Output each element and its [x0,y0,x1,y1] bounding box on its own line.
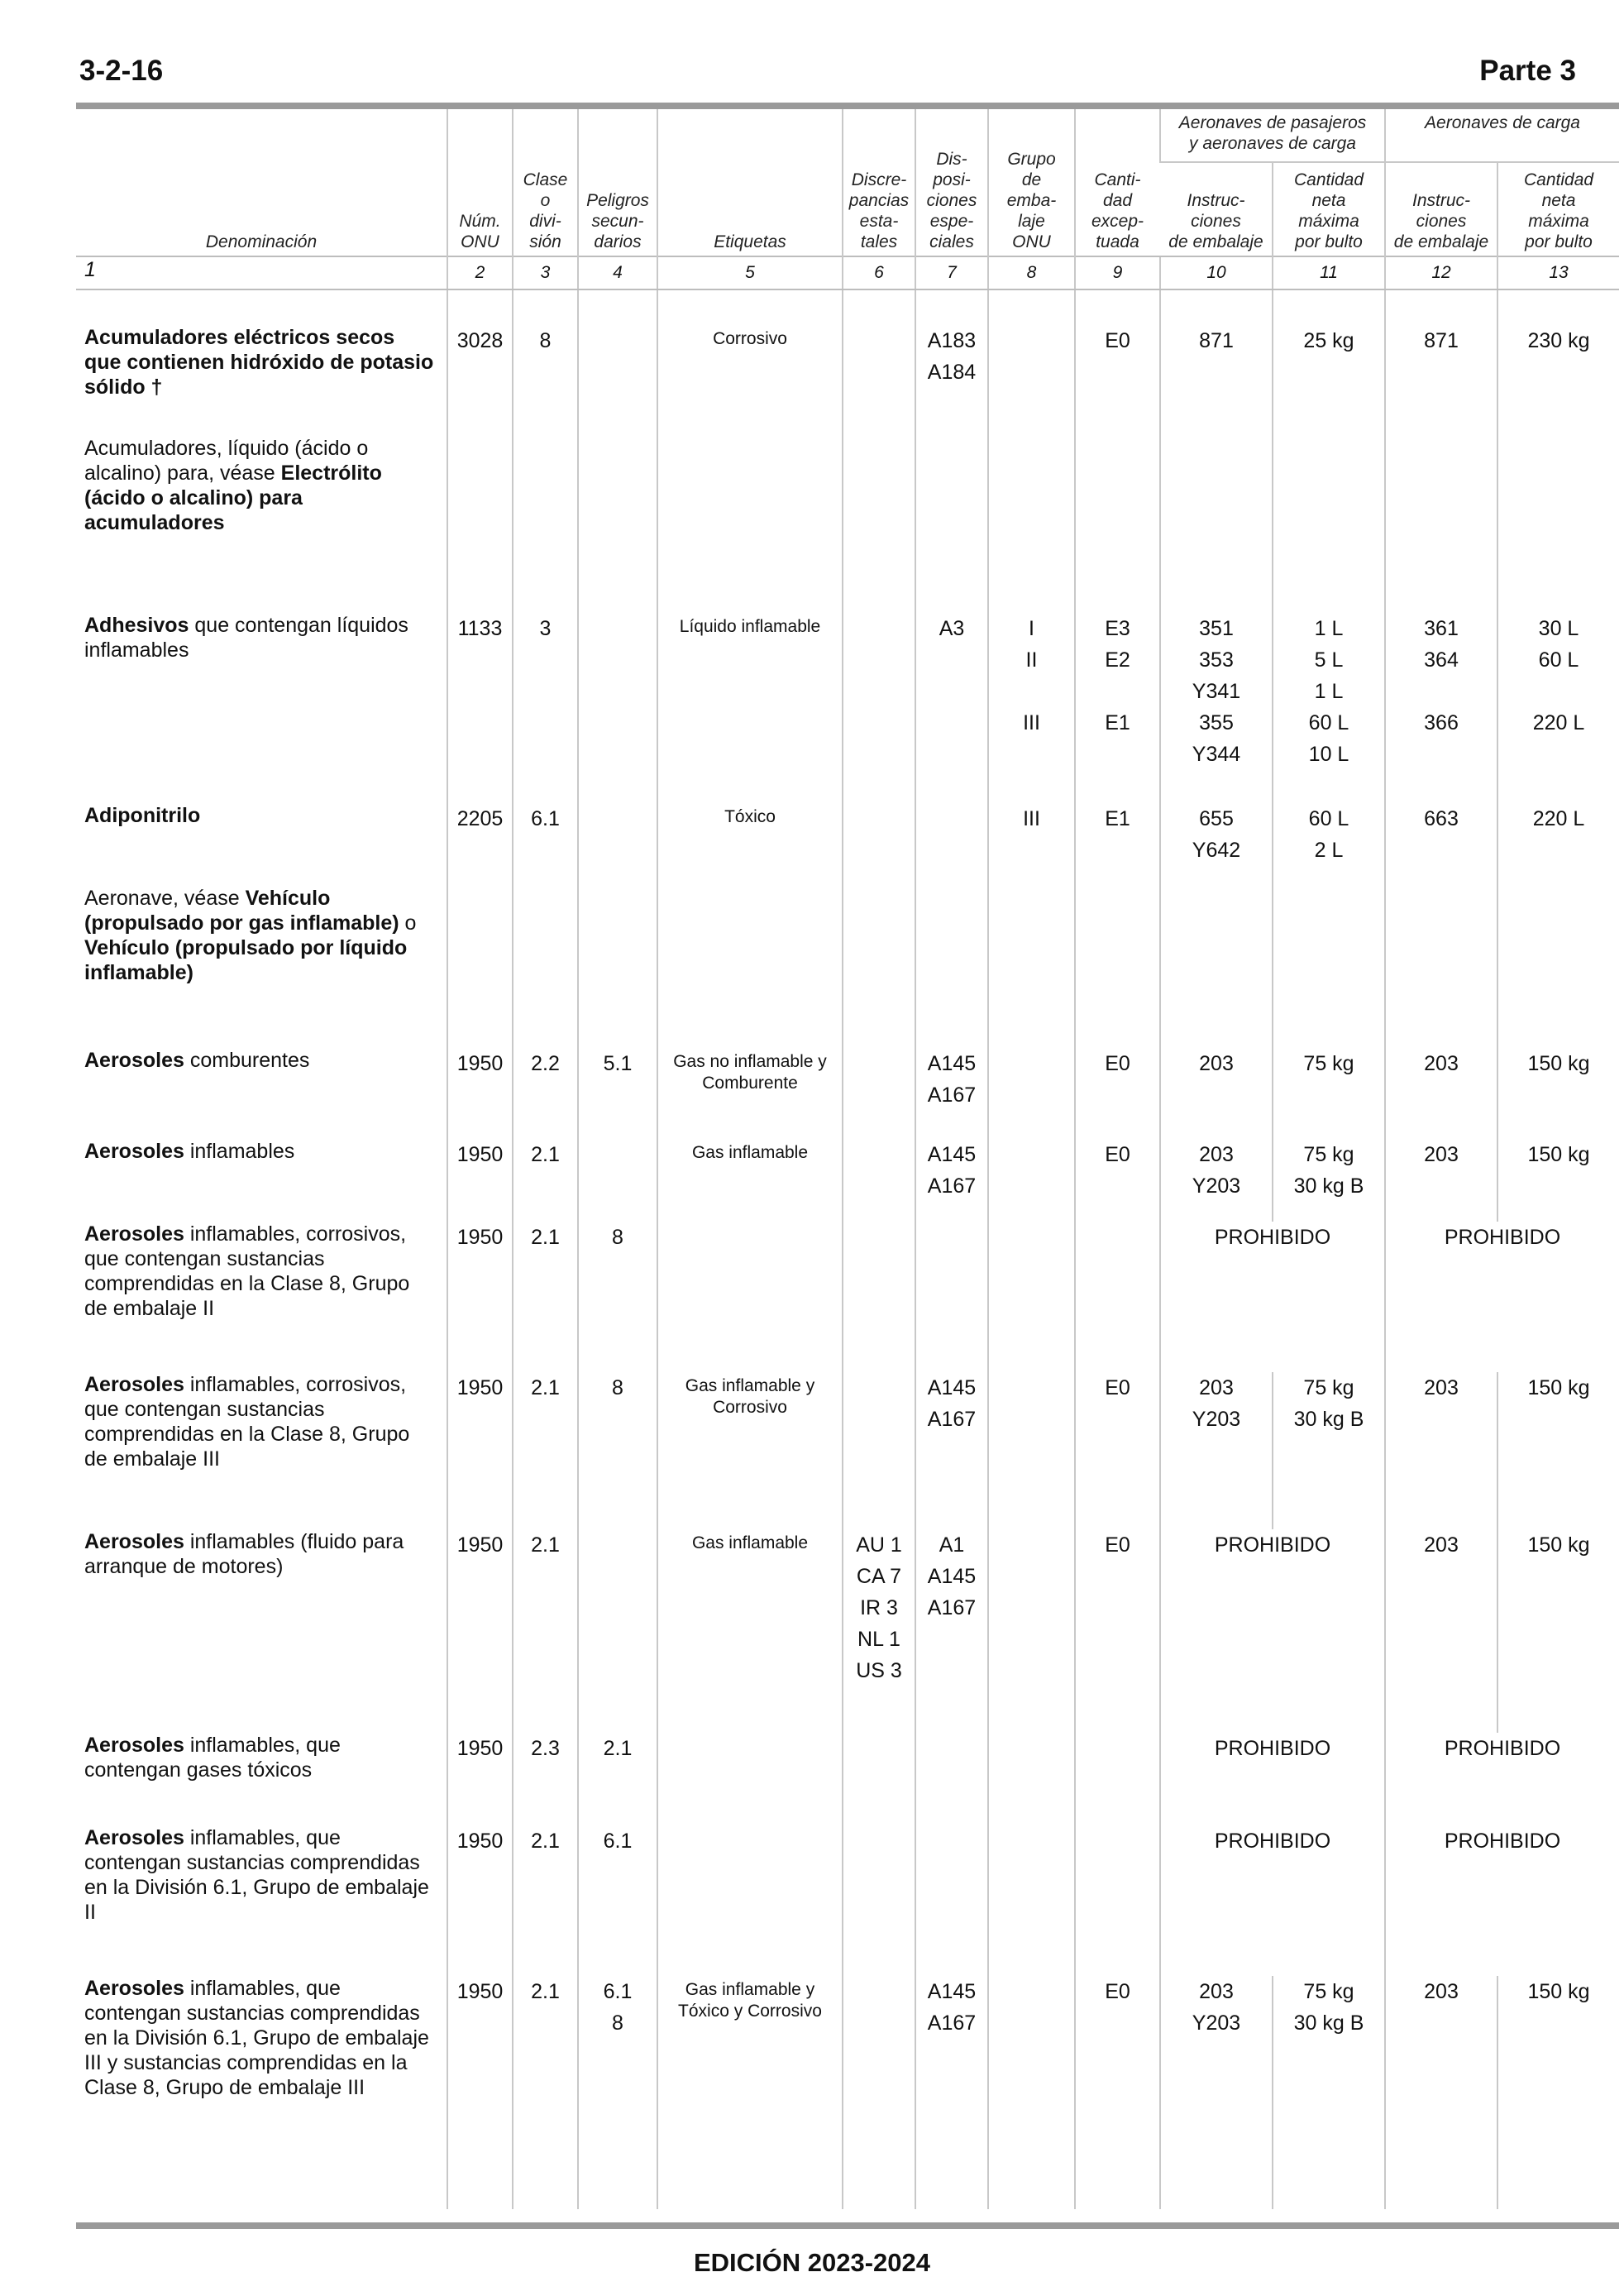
packing-instruction-cargo-cell: 203 [1385,1139,1497,1222]
class-cell: 2.3 [513,1733,578,1825]
packing-group-cell [988,886,1075,1048]
denominacion-cell: Aeronave, véase Vehículo (propulsado por gas inflamable) o Vehículo (propulsado por líquido inflamable) [84,887,417,984]
label-cell: Gas no inflamable y Comburente [657,1048,843,1139]
col-header-instrucciones-pax: Instruc- ciones de embalaje [1168,191,1263,251]
packing-instruction-pax-cell: 655 Y642 [1160,803,1273,886]
un-number-cell [447,886,513,1048]
excepted-quantity-cell [1075,1222,1160,1372]
packing-group-cell [988,1372,1075,1529]
table-row [76,1733,1619,1825]
denominacion-cell: Aerosoles inflamables [84,1140,295,1163]
denominacion-cell: Adhesivos que contengan líquidos inflamables [84,614,408,662]
forbidden-passenger-cell: PROHIBIDO [1160,1825,1385,1976]
subsidiary-hazard-cell [578,1529,657,1733]
class-cell: 2.1 [513,1529,578,1733]
packing-instruction-pax-cell [1160,436,1273,613]
max-quantity-pax-cell: 60 L 2 L [1273,803,1385,886]
class-cell: 2.1 [513,1222,578,1372]
class-cell: 2.2 [513,1048,578,1139]
class-cell: 8 [513,325,578,436]
special-provision-cell [915,1825,988,1976]
un-number-cell: 1950 [447,1372,513,1529]
packing-instruction-pax-cell [1160,886,1273,1048]
special-provision-cell: A145 A167 [915,1976,988,2209]
col-header-etiquetas: Etiquetas [657,109,843,256]
packing-instruction-pax-cell: 203 Y203 [1160,1976,1273,2209]
packing-group-cell [988,325,1075,436]
un-number-cell: 2205 [447,803,513,886]
class-cell: 3 [513,613,578,803]
packing-group-cell: III [988,803,1075,886]
col-header-discrepancias: Discre- pancias esta- tales [843,109,915,256]
max-quantity-cargo-cell: 150 kg [1497,1976,1619,2209]
col-header-instrucciones-carga: Instruc- ciones de embalaje [1385,162,1497,256]
subsidiary-hazard-cell: 6.1 8 [578,1976,657,2209]
packing-group-cell [988,1825,1075,1976]
table-row [76,1222,1619,1372]
packing-instruction-pax-cell: 351 353 Y341 355 Y344 [1160,613,1273,803]
special-provision-cell: A183 A184 [915,325,988,436]
state-variation-cell [843,803,915,886]
label-cell: Tóxico [657,803,843,886]
label-cell: Líquido inflamable [657,613,843,803]
max-quantity-cargo-cell [1497,436,1619,613]
max-quantity-pax-cell: 75 kg 30 kg B [1273,1976,1385,2209]
col-number: 8 [988,256,1075,289]
table-row [76,1372,1619,1529]
special-provision-cell: A3 [915,613,988,803]
denominacion-cell: Aerosoles inflamables (fluido para arranque de motores) [84,1530,404,1578]
forbidden-passenger-cell: PROHIBIDO [1160,1733,1385,1825]
max-quantity-pax-cell: 1 L 5 L 1 L 60 L 10 L [1273,613,1385,803]
col-number: 4 [578,256,657,289]
table-row [76,1048,1619,1139]
page-number: 3-2-16 [79,55,164,87]
col-number: 5 [657,256,843,289]
subsidiary-hazard-cell [578,436,657,613]
un-number-cell: 1950 [447,1529,513,1733]
state-variation-cell [843,1733,915,1825]
label-cell [657,1733,843,1825]
col-number: 10 [1160,256,1273,289]
col-header-disposiciones: Dis- posi- ciones espe- ciales [915,109,988,256]
un-number-cell: 1950 [447,1733,513,1825]
col-number: 13 [1497,256,1619,289]
excepted-quantity-cell: E1 [1075,803,1160,886]
class-cell: 2.1 [513,1976,578,2209]
table-row [76,436,1619,613]
col-header-cantidad-pax: Cantidad neta máxima por bulto [1273,162,1385,256]
state-variation-cell [843,1372,915,1529]
subsidiary-hazard-cell: 6.1 [578,1825,657,1976]
edition-footer: EDICIÓN 2023-2024 [693,2248,931,2277]
special-provision-cell: A145 A167 [915,1372,988,1529]
bottom-rule [76,2222,1619,2229]
packing-group-cell [988,1976,1075,2209]
forbidden-passenger-cell: PROHIBIDO [1160,1222,1385,1372]
label-cell [657,1222,843,1372]
table-row [76,325,1619,436]
packing-instruction-pax-cell: 203 [1160,1048,1273,1139]
denominacion-cell: Aerosoles inflamables, corrosivos, que contengan sustancias comprendidas en la Clase 8, Grupo de embalaje II [84,1222,410,1320]
special-provision-cell: A1 A145 A167 [915,1529,988,1733]
state-variation-cell [843,1139,915,1222]
state-variation-cell [843,436,915,613]
max-quantity-pax-cell [1273,886,1385,1048]
class-cell: 2.1 [513,1139,578,1222]
subsidiary-hazard-cell [578,803,657,886]
packing-instruction-cargo-cell: 203 [1385,1372,1497,1529]
state-variation-cell [843,1048,915,1139]
max-quantity-cargo-cell: 230 kg [1497,325,1619,436]
state-variation-cell [843,1825,915,1976]
state-variation-cell [843,613,915,803]
spacer-row [76,289,1619,325]
label-cell: Corrosivo [657,325,843,436]
denominacion-cell: Acumuladores eléctricos secos que contienen hidróxido de potasio sólido † [84,326,434,399]
max-quantity-pax-cell: 75 kg 30 kg B [1273,1372,1385,1529]
col-header-denominacion: Denominación [205,232,318,251]
subsidiary-hazard-cell: 2.1 [578,1733,657,1825]
table-row [76,1976,1619,2209]
subsidiary-hazard-cell: 8 [578,1372,657,1529]
special-provision-cell [915,803,988,886]
denominacion-cell: Aerosoles inflamables, que contengan sustancias comprendidas en la División 6.1, Grupo de embalaje III y sustancias comprendidas en la Clase 8, Grupo de embalaje III [84,1977,429,2099]
special-provision-cell [915,436,988,613]
state-variation-cell [843,1222,915,1372]
packing-instruction-pax-cell: 871 [1160,325,1273,436]
special-provision-cell: A145 A167 [915,1048,988,1139]
packing-instruction-cargo-cell: 203 [1385,1529,1497,1733]
max-quantity-cargo-cell: 30 L 60 L 220 L [1497,613,1619,803]
packing-group-cell [988,436,1075,613]
packing-group-cell [988,1529,1075,1733]
denominacion-cell: Acumuladores, líquido (ácido o alcalino) para, véase Electrólito (ácido o alcalino) para acumuladores [84,437,382,534]
col-number: 1 [76,256,447,289]
max-quantity-pax-cell: 25 kg [1273,325,1385,436]
packing-instruction-cargo-cell: 663 [1385,803,1497,886]
state-variation-cell [843,325,915,436]
excepted-quantity-cell: E0 [1075,1372,1160,1529]
packing-instruction-cargo-cell: 361 364 366 [1385,613,1497,803]
packing-group-cell [988,1222,1075,1372]
excepted-quantity-cell: E0 [1075,1139,1160,1222]
max-quantity-pax-cell: 75 kg [1273,1048,1385,1139]
max-quantity-pax-cell: 75 kg 30 kg B [1273,1139,1385,1222]
label-cell [657,886,843,1048]
max-quantity-cargo-cell [1497,886,1619,1048]
col-number: 7 [915,256,988,289]
forbidden-passenger-cell: PROHIBIDO [1160,1529,1385,1733]
state-variation-cell: AU 1 CA 7 IR 3 NL 1 US 3 [843,1529,915,1733]
packing-instruction-cargo-cell: 203 [1385,1048,1497,1139]
special-provision-cell [915,886,988,1048]
class-cell [513,886,578,1048]
max-quantity-cargo-cell: 220 L [1497,803,1619,886]
col-header-num-onu: Núm. ONU [447,109,513,256]
packing-instruction-cargo-cell [1385,436,1497,613]
denominacion-cell: Adiponitrilo [84,804,201,827]
denominacion-cell: Aerosoles inflamables, que contengan sustancias comprendidas en la División 6.1, Grupo de embalaje II [84,1826,429,1924]
state-variation-cell [843,886,915,1048]
excepted-quantity-cell: E0 [1075,325,1160,436]
max-quantity-cargo-cell: 150 kg [1497,1139,1619,1222]
col-group-pasajeros: Aeronaves de pasajeros y aeronaves de carga [1160,109,1385,162]
packing-instruction-cargo-cell: 203 [1385,1976,1497,2209]
packing-instruction-cargo-cell: 871 [1385,325,1497,436]
dangerous-goods-table [76,109,1619,2209]
un-number-cell: 1950 [447,1048,513,1139]
max-quantity-pax-cell [1273,436,1385,613]
max-quantity-cargo-cell: 150 kg [1497,1529,1619,1733]
denominacion-cell: Aerosoles inflamables, corrosivos, que contengan sustancias comprendidas en la Clase 8, Grupo de embalaje III [84,1373,410,1471]
packing-group-cell [988,1733,1075,1825]
class-cell: 2.1 [513,1372,578,1529]
col-number: 6 [843,256,915,289]
label-cell [657,436,843,613]
state-variation-cell [843,1976,915,2209]
class-cell: 2.1 [513,1825,578,1976]
excepted-quantity-cell [1075,436,1160,613]
label-cell: Gas inflamable y Tóxico y Corrosivo [657,1976,843,2209]
packing-group-cell: I II III [988,613,1075,803]
col-header-peligros: Peligros secun- darios [578,109,657,256]
denominacion-cell: Aerosoles inflamables, que contengan gases tóxicos [84,1734,341,1782]
table-row [76,613,1619,803]
packing-instruction-pax-cell: 203 Y203 [1160,1372,1273,1529]
excepted-quantity-cell [1075,1825,1160,1976]
subsidiary-hazard-cell: 5.1 [578,1048,657,1139]
col-number: 12 [1385,256,1497,289]
un-number-cell: 1950 [447,1825,513,1976]
packing-group-cell [988,1048,1075,1139]
special-provision-cell: A145 A167 [915,1139,988,1222]
subsidiary-hazard-cell [578,1139,657,1222]
column-numbers-row [76,256,1619,289]
excepted-quantity-cell: E3 E2 E1 [1075,613,1160,803]
col-header-grupo: Grupo de emba- laje ONU [988,109,1075,256]
un-number-cell: 3028 [447,325,513,436]
special-provision-cell [915,1733,988,1825]
un-number-cell [447,436,513,613]
excepted-quantity-cell: E0 [1075,1976,1160,2209]
packing-group-cell [988,1139,1075,1222]
top-rule [76,103,1619,109]
denominacion-cell: Aerosoles comburentes [84,1049,310,1072]
col-header-cantidad-exceptuada: Canti- dad excep- tuada [1075,109,1160,256]
table-row [76,1825,1619,1976]
table-row [76,886,1619,1048]
label-cell: Gas inflamable [657,1529,843,1733]
packing-instruction-cargo-cell [1385,886,1497,1048]
forbidden-cargo-cell: PROHIBIDO [1385,1733,1619,1825]
excepted-quantity-cell: E0 [1075,1048,1160,1139]
forbidden-cargo-cell: PROHIBIDO [1385,1222,1619,1372]
col-group-carga: Aeronaves de carga [1385,109,1619,162]
un-number-cell: 1950 [447,1222,513,1372]
col-number: 11 [1273,256,1385,289]
col-number: 9 [1075,256,1160,289]
un-number-cell: 1950 [447,1139,513,1222]
forbidden-cargo-cell: PROHIBIDO [1385,1825,1619,1976]
subsidiary-hazard-cell [578,613,657,803]
special-provision-cell [915,1222,988,1372]
col-number: 3 [513,256,578,289]
un-number-cell: 1950 [447,1976,513,2209]
col-number: 2 [447,256,513,289]
label-cell: Gas inflamable y Corrosivo [657,1372,843,1529]
table-row [76,1529,1619,1733]
class-cell [513,436,578,613]
max-quantity-cargo-cell: 150 kg [1497,1372,1619,1529]
col-header-cantidad-carga: Cantidad neta máxima por bulto [1497,162,1619,256]
table-row [76,803,1619,886]
label-cell [657,1825,843,1976]
un-number-cell: 1133 [447,613,513,803]
label-cell: Gas inflamable [657,1139,843,1222]
excepted-quantity-cell [1075,1733,1160,1825]
max-quantity-cargo-cell: 150 kg [1497,1048,1619,1139]
subsidiary-hazard-cell [578,886,657,1048]
excepted-quantity-cell [1075,886,1160,1048]
class-cell: 6.1 [513,803,578,886]
subsidiary-hazard-cell [578,325,657,436]
excepted-quantity-cell: E0 [1075,1529,1160,1733]
packing-instruction-pax-cell: 203 Y203 [1160,1139,1273,1222]
part-title: Parte 3 [1479,55,1576,87]
table-row [76,1139,1619,1222]
subsidiary-hazard-cell: 8 [578,1222,657,1372]
col-header-clase: Clase o divi- sión [513,109,578,256]
